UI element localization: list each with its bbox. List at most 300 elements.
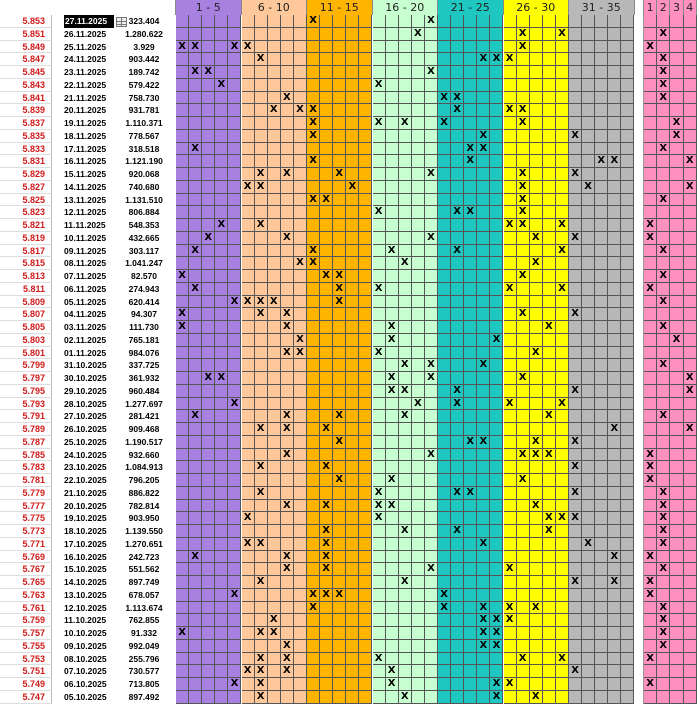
number-cell-20 [425, 181, 438, 194]
number-cell-27: X [517, 270, 530, 283]
number-cell-26 [504, 181, 517, 194]
extra-cell-3 [670, 168, 683, 181]
number-cell-29: X [543, 449, 556, 462]
number-cell-26 [504, 474, 517, 487]
number-cell-2: X [189, 66, 202, 79]
number-cell-28 [530, 28, 543, 41]
number-cell-3 [202, 347, 215, 360]
extra-cell-1 [644, 79, 657, 92]
number-cell-27 [517, 296, 530, 309]
number-cell-29 [543, 563, 556, 576]
number-cell-26 [504, 79, 517, 92]
column-separator [635, 270, 645, 283]
number-cell-32 [582, 296, 595, 309]
draw-date[interactable]: 09.11.2025 [64, 245, 107, 256]
extra-cell-2 [657, 181, 670, 194]
draw-date[interactable]: 22.11.2025 [64, 79, 107, 90]
number-cell-31 [569, 181, 582, 194]
number-cell-4 [215, 512, 228, 525]
draw-date[interactable]: 29.10.2025 [64, 385, 107, 396]
number-cell-31 [569, 602, 582, 615]
number-cell-10 [294, 576, 307, 589]
prize-amount: 1.110.371 [125, 118, 163, 128]
number-cell-30 [556, 155, 569, 168]
number-cell-11 [307, 665, 320, 678]
number-cell-5 [228, 410, 241, 423]
number-cell-5 [228, 347, 241, 360]
number-cell-2: X [189, 283, 202, 296]
draw-date[interactable]: 20.10.2025 [64, 500, 107, 511]
draw-date[interactable]: 26.11.2025 [64, 28, 107, 39]
extra-cell-1 [644, 155, 657, 168]
number-cell-27: X [517, 41, 530, 54]
draw-date[interactable]: 13.11.2025 [64, 194, 107, 205]
number-cell-23 [464, 474, 477, 487]
number-cell-25 [490, 219, 503, 232]
number-cell-22 [451, 334, 464, 347]
number-cell-12 [320, 104, 333, 117]
extra-cell-2 [657, 436, 670, 449]
number-cell-20 [425, 296, 438, 309]
number-cell-14 [346, 28, 359, 41]
number-cell-11 [307, 232, 320, 245]
column-separator [635, 359, 645, 372]
extra-cell-3 [670, 576, 683, 589]
number-cell-19 [412, 321, 425, 334]
number-cell-2 [189, 576, 202, 589]
number-cell-18 [399, 334, 412, 347]
number-cell-8 [268, 53, 281, 66]
number-cell-30 [556, 436, 569, 449]
draw-date[interactable]: 28.10.2025 [64, 398, 107, 409]
extra-cell-4 [684, 551, 697, 564]
draw-date[interactable]: 12.10.2025 [64, 602, 107, 613]
number-cell-9: X [281, 500, 294, 513]
draw-date[interactable]: 24.10.2025 [64, 449, 107, 460]
number-cell-16 [373, 168, 386, 181]
extra-cell-1 [644, 245, 657, 258]
draw-date[interactable]: 02.11.2025 [64, 334, 107, 345]
draw-date[interactable]: 07.10.2025 [64, 666, 107, 677]
number-cell-31: X [569, 168, 582, 181]
extra-cell-1 [644, 640, 657, 653]
draw-date[interactable]: 20.11.2025 [64, 105, 107, 116]
number-cell-23 [464, 410, 477, 423]
draw-date[interactable]: 25.10.2025 [64, 436, 107, 447]
number-cell-25 [490, 92, 503, 105]
number-cell-13 [333, 15, 346, 28]
draw-date[interactable]: 15.10.2025 [64, 564, 107, 575]
number-cell-13 [333, 653, 346, 666]
number-cell-10 [294, 678, 307, 691]
draw-date[interactable]: 07.11.2025 [64, 271, 107, 281]
draw-date[interactable]: 05.11.2025 [64, 296, 107, 307]
number-cell-3 [202, 487, 215, 500]
number-cell-34 [608, 283, 621, 296]
column-separator [635, 423, 645, 436]
number-cell-17 [386, 308, 399, 321]
number-cell-29 [543, 461, 556, 474]
number-cell-15 [359, 576, 372, 589]
number-cell-28 [530, 308, 543, 321]
number-cell-17: X [386, 474, 399, 487]
number-cell-15 [359, 28, 372, 41]
draw-number: 5.777 [0, 500, 52, 513]
number-cell-4 [215, 410, 228, 423]
number-cell-34 [608, 347, 621, 360]
draw-date[interactable]: 04.11.2025 [64, 309, 107, 320]
number-cell-12 [320, 691, 333, 704]
number-cell-30 [556, 79, 569, 92]
number-cell-34 [608, 436, 621, 449]
number-cell-12 [320, 627, 333, 640]
number-cell-1 [176, 334, 189, 347]
number-cell-8 [268, 245, 281, 258]
draw-number: 5.753 [0, 653, 52, 666]
number-cell-3 [202, 104, 215, 117]
number-cell-1 [176, 538, 189, 551]
extra-cell-4 [684, 321, 697, 334]
number-cell-14 [346, 15, 359, 28]
number-cell-8 [268, 206, 281, 219]
number-cell-31 [569, 270, 582, 283]
draw-date[interactable]: 31.10.2025 [64, 360, 107, 371]
draw-date[interactable]: 10.11.2025 [64, 232, 107, 243]
number-cell-10 [294, 538, 307, 551]
prize-amount: 932.660 [128, 449, 160, 460]
extra-cell-3 [670, 665, 683, 678]
number-cell-24 [477, 385, 490, 398]
number-cell-10 [294, 92, 307, 105]
number-cell-20 [425, 589, 438, 602]
number-cell-29 [543, 359, 556, 372]
number-cell-8 [268, 436, 281, 449]
draw-date[interactable]: 11.11.2025 [64, 220, 106, 230]
draw-number: 5.813 [0, 270, 52, 283]
table-row [0, 181, 700, 194]
number-cell-30 [556, 104, 569, 117]
number-cell-8 [268, 372, 281, 385]
number-cell-1 [176, 602, 189, 615]
number-cell-12 [320, 155, 333, 168]
number-cell-35 [621, 181, 634, 194]
number-cell-12: X [320, 589, 333, 602]
number-cell-8 [268, 398, 281, 411]
number-cell-29 [543, 423, 556, 436]
number-cell-6: X [242, 538, 255, 551]
number-cell-22 [451, 321, 464, 334]
draw-number: 5.773 [0, 525, 52, 538]
number-cell-6 [242, 372, 255, 385]
number-cell-18 [399, 614, 412, 627]
number-cell-11: X [307, 155, 320, 168]
number-cell-21: X [438, 589, 451, 602]
draw-date[interactable]: 18.10.2025 [64, 526, 107, 536]
draw-date[interactable]: 23.11.2025 [64, 67, 107, 77]
number-cell-34 [608, 143, 621, 156]
number-cell-14 [346, 270, 359, 283]
number-cell-28 [530, 41, 543, 54]
number-cell-15 [359, 449, 372, 462]
number-cell-6 [242, 525, 255, 538]
extra-cell-3 [670, 474, 683, 487]
number-cell-11 [307, 53, 320, 66]
number-cell-14 [346, 168, 359, 181]
number-cell-35 [621, 308, 634, 321]
extra-cell-4 [684, 117, 697, 130]
number-cell-24 [477, 79, 490, 92]
number-cell-23 [464, 347, 477, 360]
table-row [0, 130, 700, 143]
extra-cell-2 [657, 691, 670, 704]
number-cell-3 [202, 678, 215, 691]
number-cell-1 [176, 28, 189, 41]
number-cell-11 [307, 538, 320, 551]
number-cell-7 [255, 512, 268, 525]
number-cell-8 [268, 117, 281, 130]
extra-cell-4 [684, 92, 697, 105]
number-cell-19 [412, 117, 425, 130]
number-cell-35 [621, 385, 634, 398]
number-cell-33 [595, 53, 608, 66]
draw-date[interactable]: 27.11.2025 [64, 15, 114, 28]
draw-date[interactable]: 05.10.2025 [64, 691, 107, 702]
number-cell-28: X [530, 257, 543, 270]
draw-date[interactable]: 12.11.2025 [64, 207, 107, 218]
number-cell-32 [582, 487, 595, 500]
number-cell-18 [399, 168, 412, 181]
draw-date[interactable]: 16.11.2025 [64, 156, 107, 167]
number-cell-20: X [425, 168, 438, 181]
number-cell-30 [556, 117, 569, 130]
number-cell-6 [242, 28, 255, 41]
number-cell-31: X [569, 512, 582, 525]
draw-date[interactable]: 08.11.2025 [64, 258, 107, 269]
extra-cell-1 [644, 28, 657, 41]
number-cell-15 [359, 194, 372, 207]
draw-date[interactable]: 08.10.2025 [64, 653, 107, 664]
number-cell-31 [569, 640, 582, 653]
draw-date[interactable]: 25.11.2025 [64, 41, 107, 52]
number-cell-4 [215, 92, 228, 105]
number-cell-21 [438, 653, 451, 666]
number-cell-16 [373, 614, 386, 627]
number-cell-3 [202, 449, 215, 462]
grid-icon[interactable] [116, 17, 127, 27]
draw-date[interactable]: 22.10.2025 [64, 475, 107, 485]
number-cell-27 [517, 512, 530, 525]
number-cell-22 [451, 283, 464, 296]
number-cell-10 [294, 181, 307, 194]
draw-date[interactable]: 17.10.2025 [64, 538, 107, 549]
column-separator [635, 130, 645, 143]
number-cell-11 [307, 474, 320, 487]
draw-date[interactable]: 11.10.2025 [64, 615, 107, 626]
number-cell-23 [464, 385, 477, 398]
number-cell-32 [582, 143, 595, 156]
number-cell-19: X [412, 398, 425, 411]
draw-date[interactable]: 16.10.2025 [64, 551, 107, 562]
number-cell-13 [333, 487, 346, 500]
number-cell-8 [268, 461, 281, 474]
number-cell-17 [386, 614, 399, 627]
number-cell-20 [425, 474, 438, 487]
draw-date[interactable]: 15.11.2025 [64, 169, 107, 179]
extra-cell-4 [684, 538, 697, 551]
number-cell-24 [477, 589, 490, 602]
extra-cell-3 [670, 347, 683, 360]
draw-date[interactable]: 26.10.2025 [64, 424, 107, 434]
draw-date[interactable]: 21.10.2025 [64, 487, 107, 498]
number-cell-22: X [451, 245, 464, 258]
number-cell-6 [242, 410, 255, 423]
number-cell-14 [346, 678, 359, 691]
extra-cell-3 [670, 296, 683, 309]
number-cell-24: X [477, 602, 490, 615]
number-cell-6 [242, 461, 255, 474]
number-cell-23 [464, 66, 477, 79]
number-cell-35 [621, 117, 634, 130]
number-cell-20 [425, 665, 438, 678]
number-cell-18 [399, 653, 412, 666]
number-cell-16: X [373, 500, 386, 513]
number-cell-1 [176, 130, 189, 143]
extra-cell-2: X [657, 143, 670, 156]
draw-date[interactable]: 10.10.2025 [64, 628, 107, 638]
number-cell-6 [242, 92, 255, 105]
column-separator [635, 512, 645, 525]
number-cell-1 [176, 219, 189, 232]
number-cell-34 [608, 372, 621, 385]
number-cell-13 [333, 372, 346, 385]
draw-date[interactable]: 14.11.2025 [64, 181, 107, 192]
number-cell-18: X [399, 257, 412, 270]
number-cell-27 [517, 461, 530, 474]
number-cell-1 [176, 461, 189, 474]
number-cell-13: X [333, 283, 346, 296]
number-cell-35 [621, 245, 634, 258]
number-cell-11 [307, 66, 320, 79]
number-cell-16 [373, 15, 386, 28]
draw-date[interactable]: 21.11.2025 [64, 92, 107, 103]
draw-date[interactable]: 19.10.2025 [64, 513, 107, 524]
number-cell-20 [425, 219, 438, 232]
number-cell-9 [281, 41, 294, 54]
number-cell-3 [202, 538, 215, 551]
number-cell-10 [294, 449, 307, 462]
number-cell-21 [438, 563, 451, 576]
table-row [0, 92, 700, 105]
extra-cell-2 [657, 576, 670, 589]
extra-cell-4 [684, 461, 697, 474]
number-cell-6 [242, 308, 255, 321]
table-row [0, 155, 700, 168]
extra-cell-2 [657, 423, 670, 436]
number-cell-6 [242, 436, 255, 449]
draw-date[interactable]: 27.10.2025 [64, 411, 107, 422]
draw-date[interactable]: 09.10.2025 [64, 640, 107, 651]
number-cell-7 [255, 41, 268, 54]
number-cell-1 [176, 385, 189, 398]
number-cell-32 [582, 614, 595, 627]
number-cell-23 [464, 270, 477, 283]
number-cell-5: X [228, 41, 241, 54]
number-cell-27 [517, 321, 530, 334]
number-cell-14 [346, 359, 359, 372]
draw-date[interactable]: 01.11.2025 [64, 347, 107, 358]
draw-date[interactable]: 30.10.2025 [64, 373, 107, 383]
draw-date[interactable]: 24.11.2025 [64, 54, 107, 65]
number-cell-4 [215, 525, 228, 538]
extra-cell-3 [670, 321, 683, 334]
draw-date[interactable]: 23.10.2025 [64, 462, 107, 473]
number-cell-21 [438, 308, 451, 321]
number-cell-8 [268, 653, 281, 666]
number-cell-11 [307, 347, 320, 360]
number-cell-35 [621, 359, 634, 372]
number-cell-22 [451, 449, 464, 462]
draw-date[interactable]: 13.10.2025 [64, 589, 107, 600]
number-cell-28 [530, 283, 543, 296]
number-cell-2 [189, 257, 202, 270]
number-cell-31 [569, 691, 582, 704]
number-cell-29 [543, 538, 556, 551]
draw-date[interactable]: 03.11.2025 [64, 322, 107, 332]
column-separator [635, 525, 645, 538]
number-cell-10 [294, 219, 307, 232]
draw-date[interactable]: 06.11.2025 [64, 283, 107, 294]
draw-date[interactable]: 17.11.2025 [64, 143, 107, 154]
number-cell-25 [490, 576, 503, 589]
number-cell-19 [412, 512, 425, 525]
number-cell-11 [307, 627, 320, 640]
number-cell-19 [412, 538, 425, 551]
number-cell-13 [333, 423, 346, 436]
number-cell-15 [359, 423, 372, 436]
number-cell-14 [346, 66, 359, 79]
number-cell-12 [320, 614, 333, 627]
number-cell-1 [176, 589, 189, 602]
number-cell-9: X [281, 665, 294, 678]
draw-date[interactable]: 19.11.2025 [64, 118, 107, 128]
draw-date[interactable]: 18.11.2025 [64, 130, 107, 141]
extra-cell-4 [684, 28, 697, 41]
number-cell-29 [543, 398, 556, 411]
draw-number: 5.825 [0, 194, 52, 207]
number-cell-32 [582, 410, 595, 423]
number-cell-22 [451, 155, 464, 168]
number-cell-34 [608, 461, 621, 474]
extra-cell-3 [670, 359, 683, 372]
extra-cell-3 [670, 614, 683, 627]
number-cell-18 [399, 270, 412, 283]
number-cell-28: X [530, 500, 543, 513]
draw-date[interactable]: 14.10.2025 [64, 577, 107, 587]
number-cell-10 [294, 500, 307, 513]
number-cell-24 [477, 665, 490, 678]
number-cell-20 [425, 347, 438, 360]
number-cell-18 [399, 41, 412, 54]
number-cell-30 [556, 206, 569, 219]
number-cell-25 [490, 296, 503, 309]
number-cell-30 [556, 257, 569, 270]
number-cell-21 [438, 525, 451, 538]
number-cell-18: X [399, 410, 412, 423]
group-header-5: 21 - 25 [438, 0, 504, 15]
extra-cell-4 [684, 359, 697, 372]
draw-date[interactable]: 06.10.2025 [64, 679, 107, 689]
number-cell-31 [569, 538, 582, 551]
